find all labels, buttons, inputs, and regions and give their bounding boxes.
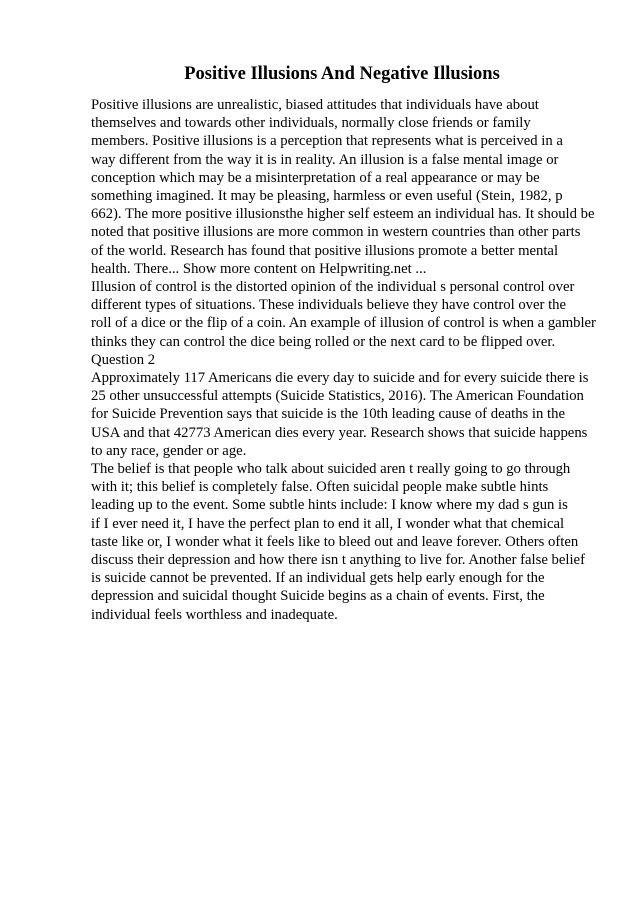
body-line: different types of situations. These individuals believe they have control over the [91, 297, 567, 314]
body-line: to any race, gender or age. [91, 442, 247, 459]
body-line: USA and that 42773 American dies every year. Research shows that suicide happens [91, 424, 588, 441]
body-line: Illusion of control is the distorted opinion of the individual s personal control over [91, 279, 575, 296]
body-line: something imagined. It may be pleasing, harmless or even useful (Stein, 1982, p [91, 188, 563, 205]
body-line: leading up to the event. Some subtle hints include: I know where my dad s gun is [91, 497, 568, 514]
body-line: health. There... Show more content on Helpwriting.net ... [91, 260, 427, 277]
document-body [91, 96, 621, 624]
body-line: of the world. Research has found that positive illusions promote a better mental [91, 242, 559, 259]
body-line: Approximately 117 Americans die every day to suicide and for every suicide there is [91, 370, 589, 387]
body-line: Positive illusions are unrealistic, biased attitudes that individuals have about [91, 97, 539, 113]
body-line: themselves and towards other individuals, normally close friends or family [91, 115, 531, 132]
body-line: if I ever need it, I have the perfect plan to end it all, I wonder what that chemical [91, 515, 565, 532]
body-line: individual feels worthless and inadequate. [91, 606, 338, 623]
section-heading: Question 2 [91, 351, 156, 368]
body-line: conception which may be a misinterpretation of a real appearance or may be [91, 169, 540, 186]
body-line: 662). The more positive illusionsthe higher self esteem an individual has. It should be [91, 206, 595, 223]
body-line: with it; this belief is completely false. Often suicidal people make subtle hints [91, 479, 549, 496]
body-line: noted that positive illusions are more common in western countries than other parts [91, 224, 581, 241]
body-line: depression and suicidal thought Suicide begins as a chain of events. First, the [91, 588, 545, 605]
document-title: Positive Illusions And Negative Illusions [184, 64, 500, 84]
body-line: 25 other unsuccessful attempts (Suicide Statistics, 2016). The American Foundation [91, 388, 584, 405]
body-line: thinks they can control the dice being rolled or the next card to be flipped over. [91, 333, 556, 350]
body-line: for Suicide Prevention says that suicide is the 10th leading cause of deaths in the [91, 406, 565, 423]
body-line: roll of a dice or the flip of a coin. An example of illusion of control is when a gambler [91, 315, 596, 332]
body-line: The belief is that people who talk about suicided aren t really going to go through [91, 461, 571, 478]
body-line: is suicide cannot be prevented. If an individual gets help early enough for the [91, 570, 545, 587]
body-line: taste like or, I wonder what it feels like to bleed out and leave forever. Others often [91, 533, 579, 550]
body-line: way different from the way it is in reality. An illusion is a false mental image or [91, 151, 559, 168]
body-line: discuss their depression and how there isn t anything to live for. Another false belief [91, 552, 585, 569]
body-line: members. Positive illusions is a perception that represents what is perceived in a [91, 133, 563, 150]
